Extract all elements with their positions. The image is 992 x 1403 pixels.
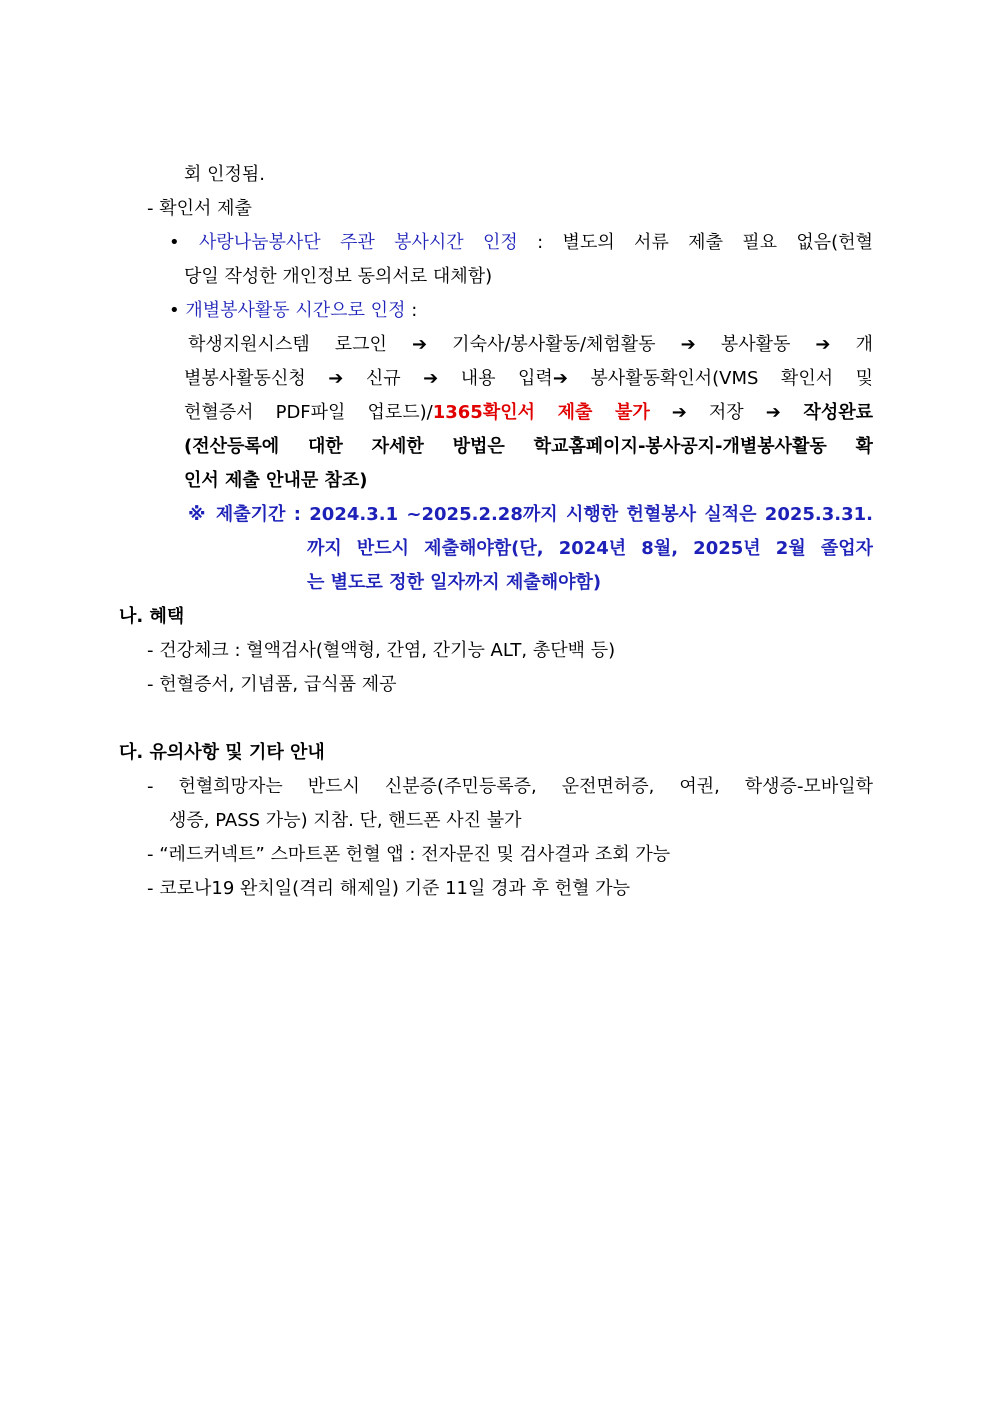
step-text: 내용 입력 [438, 368, 553, 389]
arrow-right-icon: ➔ [423, 368, 439, 389]
confirmation-submission-heading: - 확인서 제출 [147, 198, 252, 219]
continuation-text: 회 인정됨. [184, 164, 265, 185]
no-documents-note: : 별도의 서류 제출 필요 없음(헌혈 [517, 232, 873, 253]
note-item-redconnect-app: - “레드커넥트” 스마트폰 헌혈 앱 : 전자문진 및 검사결과 조회 가능 [147, 844, 671, 865]
note-item-covid: - 코로나19 완치일(격리 해제일) 기준 11일 경과 후 헌혈 가능 [147, 878, 630, 899]
procedure-line-2 [184, 367, 873, 391]
benefits-heading: 나. 혜택 [119, 606, 185, 627]
submission-period-line-2: 까지 반드시 제출해야함(단, 2024년 8월, 2025년 2월 졸업자 [307, 538, 873, 559]
step-text: 헌혈증서 PDF파일 업로드)/ [184, 402, 433, 423]
step-text: 봉사활동확인서(VMS 확인서 및 [567, 368, 873, 389]
notes-heading: 다. 유의사항 및 기타 안내 [119, 742, 325, 763]
step-text: 학생지원시스템 로그인 [188, 334, 413, 355]
arrow-right-icon: ➔ [671, 402, 687, 423]
step-text: 봉사활동 [695, 334, 816, 355]
bullet-marker: • [169, 232, 180, 253]
arrow-right-icon: ➔ [815, 334, 831, 355]
bullet-marker: • [169, 300, 180, 321]
detail-method-note-line-2: 인서 제출 안내문 참조) [184, 470, 368, 491]
individual-volunteer-label: 개별봉사활동 시간으로 인정 [185, 300, 406, 321]
benefit-item: - 건강체크 : 혈액검사(혈액형, 간염, 간기능 ALT, 총단백 등) [147, 640, 616, 661]
arrow-right-icon: ➔ [552, 368, 568, 389]
submission-period-line-1: ※ 제출기간 : 2024.3.1 ~2025.2.28까지 시행한 헌혈봉사 실적은 2025.3.31. [188, 504, 873, 525]
note-item-id-required-cont: 생증, PASS 가능) 지참. 단, 핸드폰 사진 불가 [169, 810, 522, 831]
detail-method-note-line-1: (전산등록에 대한 자세한 방법은 학교홈페이지-봉사공지-개별봉사활동 확 [184, 436, 873, 457]
arrow-right-icon: ➔ [680, 334, 696, 355]
step-text: 별봉사활동신청 [184, 368, 329, 389]
step-text: 개 [830, 334, 873, 355]
submission-period-line-3: 는 별도로 정한 일자까지 제출해야함) [307, 572, 602, 593]
not-allowed-warning: 1365확인서 제출 불가 [432, 402, 650, 423]
consent-form-note: 당일 작성한 개인정보 동의서로 대체함) [184, 266, 493, 287]
procedure-line-3 [184, 401, 873, 425]
benefit-item: - 헌혈증서, 기념품, 급식품 제공 [147, 674, 397, 695]
note-item-id-required: - 헌혈희망자는 반드시 신분증(주민등록증, 운전면허증, 여권, 학생증-모바일학 [147, 776, 873, 797]
step-text: 기숙사/봉사활동/체험활동 [427, 334, 681, 355]
love-sharing-volunteer-label: 사랑나눔봉사단 주관 봉사시간 인정 [198, 232, 518, 253]
arrow-right-icon: ➔ [412, 334, 428, 355]
step-text: 저장 [686, 402, 766, 423]
bullet-love-sharing-volunteer [169, 231, 873, 255]
bullet-individual-volunteer [169, 299, 417, 323]
step-text: 신규 [343, 368, 424, 389]
step-complete: 작성완료 [780, 402, 873, 423]
colon: : [405, 300, 418, 321]
arrow-right-icon: ➔ [328, 368, 344, 389]
procedure-line-1 [188, 333, 873, 357]
arrow-right-icon: ➔ [765, 402, 781, 423]
